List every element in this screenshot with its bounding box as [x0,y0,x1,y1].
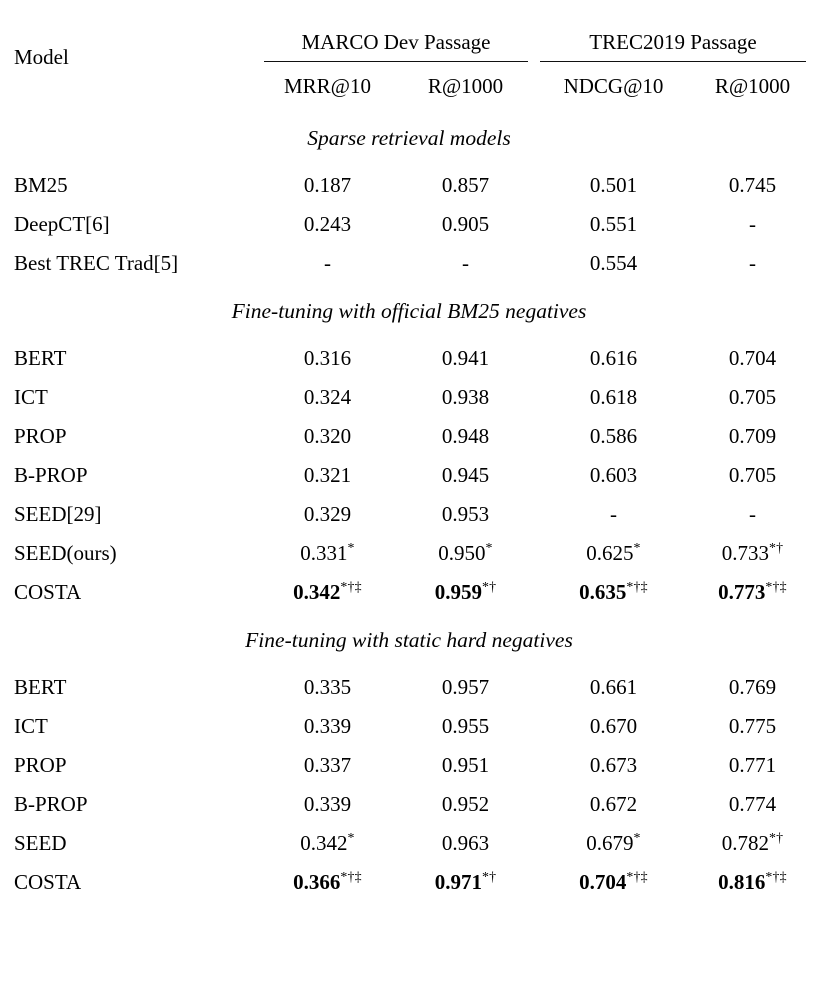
metric-cell-r1000-trec [693,863,812,902]
metric-cell-r1000-trec [693,339,812,378]
metric-value: 0.554 [589,251,638,275]
significance-marker: *† [768,540,784,555]
significance-marker: * [633,830,641,845]
section-label: Fine-tuning with official BM25 negatives [231,298,587,323]
metric-value: - [749,212,756,236]
metric-cell-ndcg10 [534,668,693,707]
metric-value: 0.586 [589,424,638,448]
metric-value: 0.941 [441,346,490,370]
metric-cell-r1000-trec [693,707,812,746]
column-header-model: Model [14,45,69,69]
metric-cell-r1000-marco [397,244,534,283]
table-row [6,378,812,417]
metric-cell-ndcg10 [534,495,693,534]
metric-cell-r1000-trec [693,166,812,205]
metric-value: 0.709 [728,424,777,448]
header-top-rule-row [6,5,812,61]
table-row [6,573,812,612]
significance-marker: *†‡ [340,579,362,594]
metric-cell-mrr10 [258,244,397,283]
model-name-cell: B-PROP [14,792,88,816]
metric-cell-r1000-marco [397,863,534,902]
metric-cell-r1000-marco [397,746,534,785]
metric-value: 0.187 [303,173,352,197]
metric-cell-ndcg10 [534,824,693,863]
model-name-cell: ICT [14,714,48,738]
metric-cell-ndcg10 [534,534,693,573]
metric-cell-mrr10 [258,707,397,746]
metric-cell-r1000-marco [397,668,534,707]
metric-cell-ndcg10 [534,417,693,456]
metric-value: 0.320 [303,424,352,448]
column-header-ndcg10: NDCG@10 [563,73,664,98]
table-body [6,110,812,902]
model-name-cell: BERT [14,675,67,699]
metric-cell-r1000-marco [397,339,534,378]
metric-value: 0.771 [728,753,777,777]
metric-value: 0.959 [434,580,482,604]
group-header-trec: TREC2019 Passage [589,30,757,54]
metric-cell-r1000-trec [693,824,812,863]
table-row [6,417,812,456]
metric-value: 0.335 [303,675,352,699]
table-row [6,339,812,378]
metric-value: 0.337 [303,753,352,777]
metric-value: - [749,502,756,526]
metric-cell-r1000-trec [693,417,812,456]
column-header-r1000-trec: R@1000 [714,73,791,98]
metric-value: 0.679 [586,831,634,855]
metric-cell-ndcg10 [534,244,693,283]
model-name-cell: PROP [14,424,67,448]
metric-cell-mrr10 [258,417,397,456]
metric-value: - [749,251,756,275]
table-row [6,166,812,205]
metric-cell-ndcg10 [534,785,693,824]
metric-value: 0.905 [441,212,490,236]
metric-value: 0.603 [589,463,638,487]
metric-value: 0.321 [303,463,352,487]
metric-value: 0.945 [441,463,490,487]
metric-value: - [462,251,469,275]
metric-value: 0.366 [293,870,341,894]
metric-cell-r1000-marco [397,785,534,824]
metric-value: 0.551 [589,212,638,236]
metric-value: 0.661 [589,675,638,699]
metric-cell-r1000-marco [397,495,534,534]
model-name-cell: SEED[29] [14,502,102,526]
metric-value: 0.339 [303,714,352,738]
metric-value: 0.705 [728,463,777,487]
metric-value: 0.775 [728,714,777,738]
significance-marker: * [347,540,355,555]
model-name-cell: B-PROP [14,463,88,487]
table-row [6,495,812,534]
model-name-cell: BM25 [14,173,68,197]
metric-cell-ndcg10 [534,166,693,205]
section-label: Sparse retrieval models [307,125,511,150]
significance-marker: *† [481,579,497,594]
table-row [6,707,812,746]
metric-cell-mrr10 [258,573,397,612]
significance-marker: * [347,830,355,845]
column-header-r1000-marco: R@1000 [427,73,504,98]
model-name-cell: ICT [14,385,48,409]
table-row [6,746,812,785]
metric-value: 0.951 [441,753,490,777]
metric-value: 0.704 [579,870,627,894]
model-name-cell: Best TREC Trad[5] [14,251,179,275]
column-header-mrr10: MRR@10 [283,73,372,98]
section-label-row [6,283,812,339]
model-name-cell: PROP [14,753,67,777]
metric-value: 0.616 [589,346,638,370]
metric-value: - [610,502,617,526]
metric-value: 0.769 [728,675,777,699]
metric-cell-ndcg10 [534,573,693,612]
metric-cell-r1000-marco [397,166,534,205]
metric-value: 0.952 [441,792,490,816]
significance-marker: *†‡ [765,579,787,594]
model-name-cell: COSTA [14,580,82,604]
metric-cell-r1000-marco [397,456,534,495]
group-header-marco: MARCO Dev Passage [301,30,491,54]
metric-cell-r1000-trec [693,534,812,573]
model-name-cell: SEED(ours) [14,541,117,565]
table-row [6,244,812,283]
metric-cell-mrr10 [258,785,397,824]
metric-value: 0.782 [721,831,769,855]
metric-cell-mrr10 [258,456,397,495]
metric-cell-r1000-trec [693,244,812,283]
metric-cell-r1000-trec [693,495,812,534]
metric-value: 0.618 [589,385,638,409]
metric-cell-r1000-trec [693,785,812,824]
metric-value: 0.331 [300,541,348,565]
metric-value: 0.957 [441,675,490,699]
metric-value: 0.625 [586,541,634,565]
significance-marker: *†‡ [340,869,362,884]
metric-value: 0.963 [441,831,490,855]
metric-value: 0.955 [441,714,490,738]
metric-cell-r1000-trec [693,746,812,785]
table-header [6,5,812,110]
metric-value: 0.243 [303,212,352,236]
metric-cell-r1000-trec [693,205,812,244]
metric-value: 0.329 [303,502,352,526]
metric-value: 0.745 [728,173,777,197]
metric-cell-ndcg10 [534,746,693,785]
metric-cell-mrr10 [258,205,397,244]
metric-value: 0.733 [721,541,769,565]
metric-cell-r1000-marco [397,573,534,612]
model-name-cell: SEED [14,831,67,855]
section-label-row [6,612,812,668]
table-row [6,863,812,902]
table-row [6,785,812,824]
metric-value: 0.324 [303,385,352,409]
table-row [6,534,812,573]
metric-cell-ndcg10 [534,339,693,378]
metric-cell-mrr10 [258,378,397,417]
metric-value: 0.938 [441,385,490,409]
metric-cell-ndcg10 [534,205,693,244]
metric-cell-r1000-trec [693,668,812,707]
metric-cell-r1000-trec [693,378,812,417]
metric-value: 0.339 [303,792,352,816]
metric-cell-r1000-marco [397,534,534,573]
metric-value: 0.816 [718,870,766,894]
section-label-row [6,110,812,166]
metric-value: 0.670 [589,714,638,738]
metric-value: 0.342 [300,831,348,855]
metric-cell-mrr10 [258,495,397,534]
metric-cell-mrr10 [258,534,397,573]
metric-cell-r1000-marco [397,205,534,244]
metric-value: 0.774 [728,792,777,816]
metric-value: 0.773 [718,580,766,604]
metric-cell-mrr10 [258,863,397,902]
significance-marker: *† [481,869,497,884]
metric-cell-r1000-trec [693,573,812,612]
metric-cell-ndcg10 [534,456,693,495]
metric-value: 0.704 [728,346,777,370]
metric-cell-mrr10 [258,166,397,205]
metric-cell-ndcg10 [534,378,693,417]
metric-value: 0.316 [303,346,352,370]
significance-marker: * [485,540,493,555]
metric-cell-mrr10 [258,339,397,378]
results-table [6,5,812,902]
model-name-cell: BERT [14,346,67,370]
metric-cell-r1000-trec [693,456,812,495]
metric-value: 0.971 [434,870,482,894]
metric-cell-r1000-marco [397,707,534,746]
metric-cell-ndcg10 [534,863,693,902]
metric-value: 0.948 [441,424,490,448]
significance-marker: * [633,540,641,555]
significance-marker: *†‡ [626,579,648,594]
metric-value: 0.950 [438,541,486,565]
metric-cell-r1000-marco [397,417,534,456]
metric-cell-r1000-marco [397,824,534,863]
model-name-cell: COSTA [14,870,82,894]
metric-value: 0.672 [589,792,638,816]
table-row [6,456,812,495]
significance-marker: *†‡ [765,869,787,884]
metric-value: 0.501 [589,173,638,197]
section-label: Fine-tuning with static hard negatives [245,627,573,652]
significance-marker: *†‡ [626,869,648,884]
metric-value: 0.705 [728,385,777,409]
metric-cell-ndcg10 [534,707,693,746]
significance-marker: *† [768,830,784,845]
metric-cell-r1000-marco [397,378,534,417]
metric-cell-mrr10 [258,668,397,707]
metric-cell-mrr10 [258,824,397,863]
metric-value: 0.342 [293,580,341,604]
metric-cell-mrr10 [258,746,397,785]
metric-value: 0.635 [579,580,627,604]
model-name-cell: DeepCT[6] [14,212,110,236]
metric-value: 0.857 [441,173,490,197]
metric-value: - [324,251,331,275]
table-row [6,824,812,863]
table-row [6,205,812,244]
table-row [6,668,812,707]
metric-value: 0.673 [589,753,638,777]
metric-value: 0.953 [441,502,490,526]
